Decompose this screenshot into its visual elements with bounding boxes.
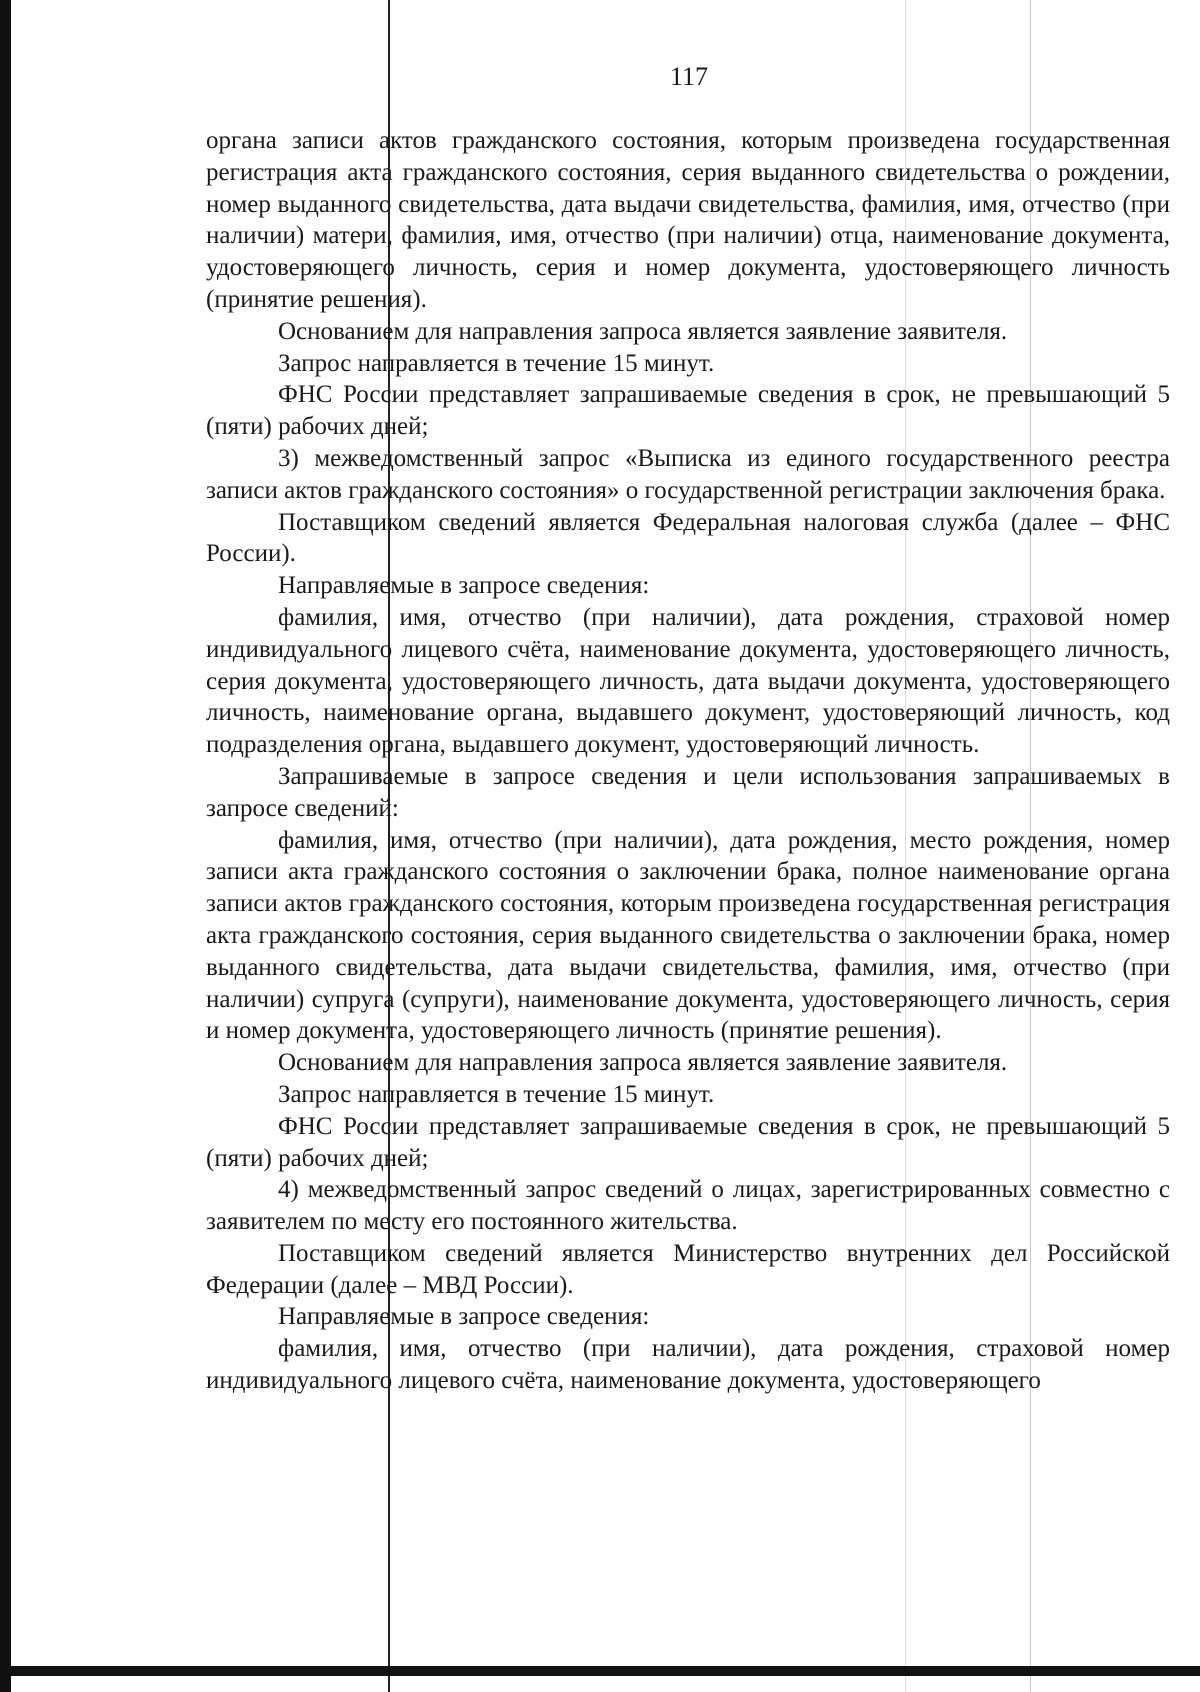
paragraph: Запрашиваемые в запросе сведения и цели использования запрашиваемых в запросе сведений: (206, 762, 1170, 822)
document-body (206, 125, 1170, 1397)
paragraph: ФНС России представляет запрашиваемые сведения в срок, не превышающий 5 (пяти) рабочих дней; (206, 381, 1170, 441)
page-number: 117 (669, 62, 709, 91)
paragraph: ФНС России представляет запрашиваемые сведения в срок, не превышающий 5 (пяти) рабочих дней; (206, 1112, 1170, 1172)
paragraph: Основанием для направления запроса является заявление заявителя. (278, 1049, 1008, 1077)
paragraph: Направляемые в запросе сведения: (278, 1303, 650, 1331)
paragraph: фамилия, имя, отчество (при наличии), дата рождения, страховой номер индивидуального лицевого счёта, наименование документа, удостоверяющего личность, серия документа, удостоверяющего личность, дата выдачи документа, удостоверяющего личность, наименование органа, выдавшего документ, удостоверяющий личность, код подразделения органа, выдавшего документ, удостоверяющий личность. (206, 603, 1170, 759)
paragraph: 3) межведомственный запрос «Выписка из единого государственного реестра записи актов гражданского состояния» о государственной регистрации заключения брака. (206, 444, 1170, 504)
paragraph: Направляемые в запросе сведения: (278, 572, 650, 600)
paragraph: Поставщиком сведений является Министерство внутренних дел Российской Федерации (далее – МВД России). (206, 1239, 1170, 1299)
paragraph: фамилия, имя, отчество (при наличии), дата рождения, место рождения, номер записи акта гражданского состояния о заключении брака, полное наименование органа записи актов гражданского состояния, которым произведена государственная регистрация акта гражданского состояния, серия выданного свидетельства о заключении брака, номер выданного свидетельства, дата выдачи свидетельства, фамилия, имя, отчество (при наличии) супруга (супруги), наименование документа, удостоверяющего личность, серия и номер документа, удостоверяющего личность (принятие решения). (206, 826, 1170, 1045)
paragraph: Основанием для направления запроса является заявление заявителя. (278, 317, 1008, 345)
paragraph: Запрос направляется в течение 15 минут. (278, 349, 715, 377)
paragraph: Поставщиком сведений является Федеральная налоговая служба (далее – ФНС России). (206, 508, 1170, 568)
paragraph: Запрос направляется в течение 15 минут. (278, 1080, 715, 1108)
scan-border-left (0, 0, 11, 1692)
scan-border-bottom (0, 1666, 1200, 1676)
paragraph: фамилия, имя, отчество (при наличии), дата рождения, страховой номер индивидуального лицевого счёта, наименование документа, удостоверяющего (206, 1335, 1170, 1395)
paragraph: 4) межведомственный запрос сведений о лицах, зарегистрированных совместно с заявителем по месту его постоянного жительства. (206, 1176, 1170, 1236)
paragraph: органа записи актов гражданского состояния, которым произведена государственная регистрация акта гражданского состояния, серия выданного свидетельства о рождении, номер выданного свидетельства, дата выдачи свидетельства, фамилия, имя, отчество (при наличии) матери, фамилия, имя, отчество (при наличии) отца, наименование документа, удостоверяющего личность, серия и номер документа, удостоверяющего личность (принятие решения). (206, 127, 1170, 313)
